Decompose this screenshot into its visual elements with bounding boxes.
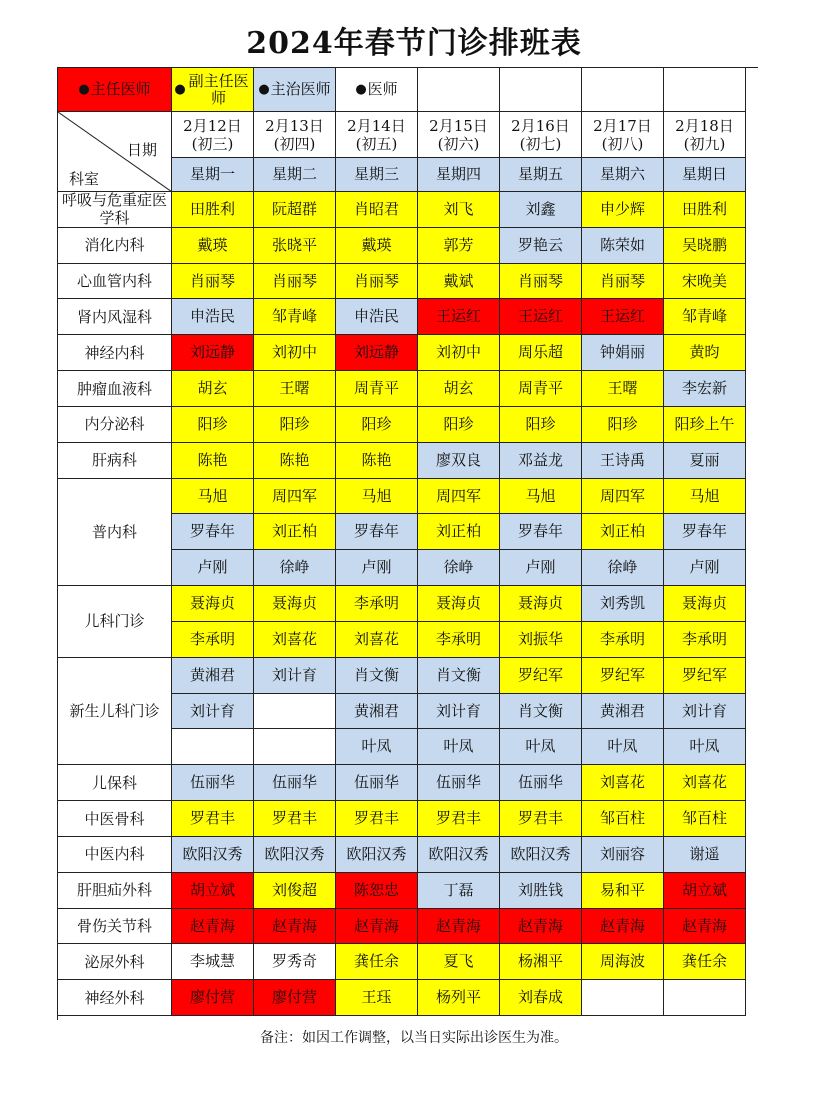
doctor-cell: 罗艳云	[500, 228, 582, 264]
department-name: 泌尿外科	[58, 944, 172, 980]
doctor-cell: 申浩民	[336, 299, 418, 335]
doctor-cell: 陈恕忠	[336, 873, 418, 909]
doctor-cell: 刘喜花	[254, 622, 336, 658]
weekday-header: 星期三	[336, 158, 418, 192]
doctor-cell: 肖丽琴	[500, 264, 582, 300]
doctor-cell: 刘喜花	[582, 765, 664, 801]
weekday-header: 星期日	[664, 158, 746, 192]
doctor-cell: 阳珍	[500, 407, 582, 443]
doctor-cell: 陈荣如	[582, 228, 664, 264]
doctor-cell: 阳珍	[418, 407, 500, 443]
doctor-cell: 戴瑛	[336, 228, 418, 264]
doctor-cell: 聂海贞	[664, 586, 746, 622]
doctor-cell	[664, 980, 746, 1016]
doctor-cell: 肖丽琴	[336, 264, 418, 300]
date-header	[664, 112, 746, 158]
department-name: 呼吸与危重症医学科	[58, 192, 172, 228]
doctor-cell: 肖文衡	[500, 694, 582, 730]
weekday-header: 星期一	[172, 158, 254, 192]
schedule-table	[57, 67, 758, 1020]
doctor-cell: 欧阳汉秀	[500, 837, 582, 873]
doctor-cell: 刘胜钱	[500, 873, 582, 909]
doctor-cell	[254, 694, 336, 730]
doctor-cell: 罗春年	[172, 514, 254, 550]
doctor-cell: 赵青海	[500, 909, 582, 945]
date-label: 2月16日	[511, 116, 570, 135]
doctor-cell: 宋晚美	[664, 264, 746, 300]
lunar-date-label: (初三)	[191, 134, 234, 153]
doctor-cell: 黄湘君	[172, 658, 254, 694]
doctor-cell: 肖昭君	[336, 192, 418, 228]
doctor-cell: 陈艳	[254, 443, 336, 479]
doctor-cell: 胡玄	[418, 371, 500, 407]
doctor-cell: 赵青海	[418, 909, 500, 945]
doctor-cell: 叶凤	[500, 729, 582, 765]
doctor-cell: 刘计育	[664, 694, 746, 730]
doctor-cell: 胡立斌	[664, 873, 746, 909]
legend-empty	[664, 68, 746, 112]
doctor-cell: 刘正柏	[254, 514, 336, 550]
doctor-cell: 周青平	[336, 371, 418, 407]
doctor-cell: 刘计育	[254, 658, 336, 694]
doctor-cell: 欧阳汉秀	[172, 837, 254, 873]
legend-label: 主治医师	[270, 80, 331, 98]
doctor-cell: 谢遥	[664, 837, 746, 873]
doctor-cell: 马旭	[664, 479, 746, 515]
doctor-cell: 丁磊	[418, 873, 500, 909]
date-label: 2月18日	[675, 116, 734, 135]
date-header	[172, 112, 254, 158]
lunar-date-label: (初八)	[601, 134, 644, 153]
doctor-cell: 刘振华	[500, 622, 582, 658]
footnote: 备注：如因工作调整，以当日实际出诊医生为准。	[260, 1030, 568, 1046]
department-name: 神经内科	[58, 335, 172, 371]
doctor-cell: 王运红	[500, 299, 582, 335]
weekday-header: 星期五	[500, 158, 582, 192]
doctor-cell: 王运红	[582, 299, 664, 335]
department-name: 肾内风湿科	[58, 299, 172, 335]
doctor-cell: 罗君丰	[336, 801, 418, 837]
department-name: 新生儿科门诊	[58, 658, 172, 765]
doctor-cell: 叶凤	[664, 729, 746, 765]
doctor-cell: 黄湘君	[582, 694, 664, 730]
doctor-cell: 吴晓鹏	[664, 228, 746, 264]
department-name: 神经外科	[58, 980, 172, 1016]
doctor-cell: 王诗禹	[582, 443, 664, 479]
lunar-date-label: (初六)	[437, 134, 480, 153]
doctor-cell: 伍丽华	[418, 765, 500, 801]
doctor-cell: 田胜利	[664, 192, 746, 228]
doctor-cell: 阳珍	[172, 407, 254, 443]
legend-empty	[418, 68, 500, 112]
legend-item	[58, 68, 172, 112]
doctor-cell: 易和平	[582, 873, 664, 909]
doctor-cell: 李城慧	[172, 944, 254, 980]
date-label: 2月14日	[347, 116, 406, 135]
doctor-cell: 周四军	[254, 479, 336, 515]
doctor-cell: 胡玄	[172, 371, 254, 407]
doctor-cell: 刘俊超	[254, 873, 336, 909]
doctor-cell: 伍丽华	[172, 765, 254, 801]
department-name: 儿科门诊	[58, 586, 172, 658]
doctor-cell: 周四军	[418, 479, 500, 515]
date-label: 2月17日	[593, 116, 652, 135]
doctor-cell: 罗君丰	[500, 801, 582, 837]
doctor-cell: 刘正柏	[582, 514, 664, 550]
doctor-cell: 廖付营	[254, 980, 336, 1016]
doctor-cell: 聂海贞	[418, 586, 500, 622]
doctor-cell: 龚任余	[664, 944, 746, 980]
doctor-cell: 赵青海	[254, 909, 336, 945]
department-name: 骨伤关节科	[58, 909, 172, 945]
legend-item	[336, 68, 418, 112]
doctor-cell: 伍丽华	[336, 765, 418, 801]
doctor-cell: 赵青海	[664, 909, 746, 945]
doctor-cell: 罗春年	[336, 514, 418, 550]
doctor-cell: 胡立斌	[172, 873, 254, 909]
doctor-cell: 田胜利	[172, 192, 254, 228]
doctor-cell: 王珏	[336, 980, 418, 1016]
doctor-cell: 邹青峰	[664, 299, 746, 335]
doctor-cell: 陈艳	[172, 443, 254, 479]
doctor-cell: 马旭	[172, 479, 254, 515]
doctor-cell: 陈艳	[336, 443, 418, 479]
doctor-cell	[582, 980, 664, 1016]
department-name: 肝胆疝外科	[58, 873, 172, 909]
doctor-cell: 卢刚	[500, 550, 582, 586]
doctor-cell: 李承明	[418, 622, 500, 658]
doctor-cell: 徐峥	[418, 550, 500, 586]
doctor-cell: 徐峥	[254, 550, 336, 586]
doctor-cell: 邹百柱	[582, 801, 664, 837]
date-label: 2月12日	[183, 116, 242, 135]
doctor-cell: 刘春成	[500, 980, 582, 1016]
legend-label: 医师	[367, 80, 398, 98]
date-header	[254, 112, 336, 158]
doctor-cell: 罗纪军	[500, 658, 582, 694]
doctor-cell: 伍丽华	[500, 765, 582, 801]
doctor-cell: 徐峥	[582, 550, 664, 586]
doctor-cell: 叶凤	[418, 729, 500, 765]
legend-label: 副主任医师	[188, 71, 249, 107]
doctor-cell: 戴瑛	[172, 228, 254, 264]
doctor-cell: 夏丽	[664, 443, 746, 479]
doctor-cell: 夏飞	[418, 944, 500, 980]
legend-item	[172, 68, 254, 112]
doctor-cell: 肖丽琴	[254, 264, 336, 300]
doctor-cell: 刘喜花	[664, 765, 746, 801]
doctor-cell: 卢刚	[172, 550, 254, 586]
doctor-cell: 龚任余	[336, 944, 418, 980]
corner-date-label: 日期	[126, 141, 157, 159]
doctor-cell: 杨湘平	[500, 944, 582, 980]
doctor-cell: 黄湘君	[336, 694, 418, 730]
doctor-cell: 刘鑫	[500, 192, 582, 228]
doctor-cell: 邹百柱	[664, 801, 746, 837]
legend-dot-icon: ●	[174, 82, 186, 97]
doctor-cell: 阳珍上午	[664, 407, 746, 443]
doctor-cell: 李承明	[172, 622, 254, 658]
doctor-cell: 阮超群	[254, 192, 336, 228]
doctor-cell: 阳珍	[582, 407, 664, 443]
lunar-date-label: (初五)	[355, 134, 398, 153]
doctor-cell: 赵青海	[172, 909, 254, 945]
doctor-cell: 钟娟丽	[582, 335, 664, 371]
doctor-cell: 罗春年	[664, 514, 746, 550]
department-name: 肝病科	[58, 443, 172, 479]
doctor-cell: 聂海贞	[172, 586, 254, 622]
legend-dot-icon: ●	[355, 82, 367, 97]
doctor-cell: 邓益龙	[500, 443, 582, 479]
date-header	[582, 112, 664, 158]
lunar-date-label: (初七)	[519, 134, 562, 153]
doctor-cell: 阳珍	[254, 407, 336, 443]
doctor-cell: 赵青海	[582, 909, 664, 945]
doctor-cell: 马旭	[336, 479, 418, 515]
department-name: 儿保科	[58, 765, 172, 801]
legend-dot-icon: ●	[258, 82, 270, 97]
doctor-cell: 张晓平	[254, 228, 336, 264]
doctor-cell: 廖双良	[418, 443, 500, 479]
doctor-cell: 罗秀奇	[254, 944, 336, 980]
doctor-cell: 王运红	[418, 299, 500, 335]
doctor-cell: 卢刚	[664, 550, 746, 586]
doctor-cell: 马旭	[500, 479, 582, 515]
doctor-cell: 聂海贞	[254, 586, 336, 622]
doctor-cell: 李承明	[336, 586, 418, 622]
doctor-cell: 肖文衡	[336, 658, 418, 694]
date-header	[500, 112, 582, 158]
doctor-cell: 欧阳汉秀	[336, 837, 418, 873]
department-name: 肿瘤血液科	[58, 371, 172, 407]
doctor-cell: 黄昀	[664, 335, 746, 371]
doctor-cell: 卢刚	[336, 550, 418, 586]
doctor-cell: 戴斌	[418, 264, 500, 300]
doctor-cell: 肖丽琴	[582, 264, 664, 300]
corner-dept-label: 科室	[69, 170, 100, 188]
legend-empty	[500, 68, 582, 112]
legend-label: 主任医师	[90, 80, 151, 98]
doctor-cell: 赵青海	[336, 909, 418, 945]
doctor-cell: 欧阳汉秀	[254, 837, 336, 873]
date-label: 2月13日	[265, 116, 324, 135]
doctor-cell: 刘初中	[418, 335, 500, 371]
weekday-header: 星期四	[418, 158, 500, 192]
doctor-cell: 刘飞	[418, 192, 500, 228]
date-header	[336, 112, 418, 158]
doctor-cell: 刘正柏	[418, 514, 500, 550]
department-name: 心血管内科	[58, 264, 172, 300]
legend-item	[254, 68, 336, 112]
department-name: 中医骨科	[58, 801, 172, 837]
doctor-cell: 欧阳汉秀	[418, 837, 500, 873]
doctor-cell: 周四军	[582, 479, 664, 515]
doctor-cell: 杨列平	[418, 980, 500, 1016]
doctor-cell: 肖丽琴	[172, 264, 254, 300]
department-name: 中医内科	[58, 837, 172, 873]
corner-header	[58, 112, 172, 192]
doctor-cell: 刘计育	[418, 694, 500, 730]
lunar-date-label: (初九)	[683, 134, 726, 153]
doctor-cell: 刘喜花	[336, 622, 418, 658]
doctor-cell: 王曙	[254, 371, 336, 407]
department-name: 普内科	[58, 479, 172, 586]
legend-empty	[582, 68, 664, 112]
doctor-cell	[172, 729, 254, 765]
doctor-cell	[254, 729, 336, 765]
weekday-header: 星期六	[582, 158, 664, 192]
doctor-cell: 阳珍	[336, 407, 418, 443]
legend-dot-icon: ●	[78, 82, 90, 97]
page-title: 2024年春节门诊排班表	[246, 26, 582, 61]
doctor-cell: 刘丽容	[582, 837, 664, 873]
department-name: 内分泌科	[58, 407, 172, 443]
doctor-cell: 申浩民	[172, 299, 254, 335]
doctor-cell: 王曙	[582, 371, 664, 407]
doctor-cell: 李宏新	[664, 371, 746, 407]
doctor-cell: 罗纪军	[582, 658, 664, 694]
doctor-cell: 罗纪军	[664, 658, 746, 694]
doctor-cell: 廖付营	[172, 980, 254, 1016]
lunar-date-label: (初四)	[273, 134, 316, 153]
doctor-cell: 李承明	[664, 622, 746, 658]
doctor-cell: 周海波	[582, 944, 664, 980]
date-header	[418, 112, 500, 158]
doctor-cell: 刘远静	[172, 335, 254, 371]
doctor-cell: 罗君丰	[418, 801, 500, 837]
doctor-cell: 罗君丰	[172, 801, 254, 837]
doctor-cell: 罗君丰	[254, 801, 336, 837]
doctor-cell: 罗春年	[500, 514, 582, 550]
weekday-header: 星期二	[254, 158, 336, 192]
doctor-cell: 刘远静	[336, 335, 418, 371]
doctor-cell: 刘计育	[172, 694, 254, 730]
doctor-cell: 周乐超	[500, 335, 582, 371]
date-label: 2月15日	[429, 116, 488, 135]
doctor-cell: 叶凤	[582, 729, 664, 765]
doctor-cell: 邹青峰	[254, 299, 336, 335]
doctor-cell: 肖文衡	[418, 658, 500, 694]
doctor-cell: 聂海贞	[500, 586, 582, 622]
doctor-cell: 刘初中	[254, 335, 336, 371]
doctor-cell: 李承明	[582, 622, 664, 658]
doctor-cell: 周青平	[500, 371, 582, 407]
doctor-cell: 申少辉	[582, 192, 664, 228]
doctor-cell: 叶凤	[336, 729, 418, 765]
department-name: 消化内科	[58, 228, 172, 264]
doctor-cell: 郭芳	[418, 228, 500, 264]
doctor-cell: 刘秀凯	[582, 586, 664, 622]
doctor-cell: 伍丽华	[254, 765, 336, 801]
